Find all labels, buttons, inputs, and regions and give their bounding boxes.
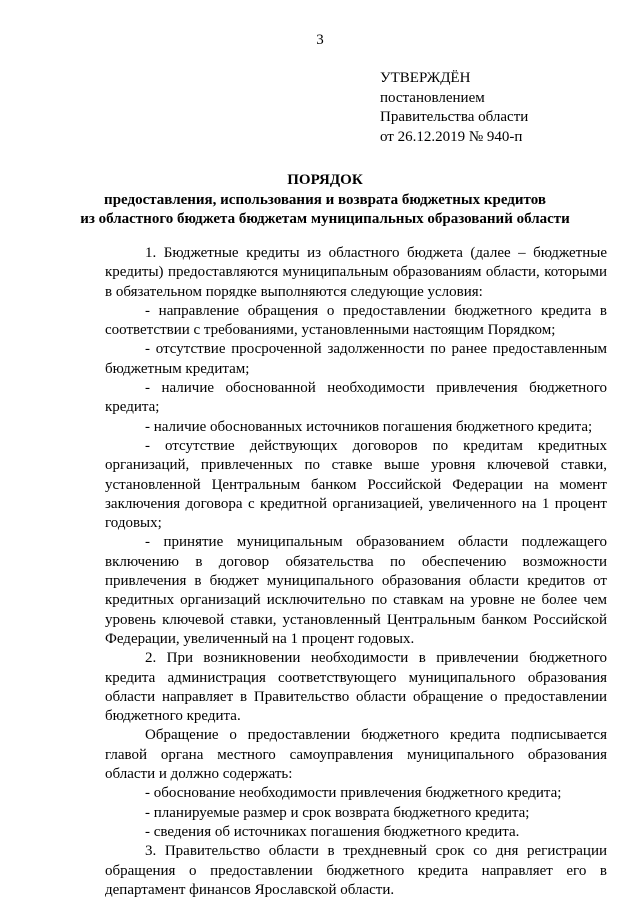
- title-subtitle-line: предоставления, использования и возврата бюджетных кредитов: [104, 191, 546, 208]
- paragraph: Обращение о предоставлении бюджетного кредита подписывается главой органа местного самоуправления муниципального образования области и должно содержать:: [105, 727, 607, 783]
- approval-line: постановлением: [380, 89, 485, 106]
- list-item: - наличие обоснованных источников погашения бюджетного кредита;: [145, 418, 593, 435]
- page-number: 3: [316, 32, 324, 48]
- approval-line: Правительства области: [380, 109, 529, 125]
- list-item: - отсутствие просроченной задолженности по ранее предоставленным бюджетным кредитам;: [105, 341, 607, 377]
- list-item: - обоснование необходимости привлечения бюджетного кредита;: [145, 785, 562, 802]
- paragraph: 1. Бюджетные кредиты из областного бюджета (далее – бюджетные кредиты) предоставляются муниципальным образованиям области, которыми в обязательном порядке выполняются следующие условия:: [105, 245, 607, 300]
- approval-stamp: [380, 69, 528, 147]
- document-body: [105, 244, 607, 900]
- approval-line: от 26.12.2019 № 940-п: [380, 128, 523, 145]
- paragraph: 3. Правительство области в трехдневный срок со дня регистрации обращения о предоставлении бюджетного кредита направляет его в департамент финансов Ярославской области.: [105, 843, 607, 898]
- approval-line: УТВЕРЖДЁН: [380, 70, 471, 86]
- list-item: - сведения об источниках погашения бюджетного кредита.: [145, 823, 520, 840]
- document-title: [40, 171, 610, 230]
- paragraph: 2. При возникновении необходимости в привлечении бюджетного кредита администрация соответствующего муниципального образования области направляет в Правительство области обращение о предоставлении бюджетного кредита.: [105, 650, 607, 725]
- title-heading: ПОРЯДОК: [287, 172, 363, 188]
- list-item: - принятие муниципальным образованием области подлежащего включению в договор обязательства по обеспечению возможности привлечения в бюджет муниципального образования области кредитов от кредитных организаций исключительно по ставкам на уровне не более чем уровень ключевой ставки, установленный Центральным банком Российской Федерации, увеличенный на 1 процент годовых.: [105, 534, 607, 647]
- list-item: - направление обращения о предоставлении бюджетного кредита в соответствии с требованиями, установленными настоящим Порядком;: [105, 302, 607, 339]
- list-item: - наличие обоснованной необходимости привлечения бюджетного кредита;: [105, 380, 607, 416]
- title-subtitle-line: из областного бюджета бюджетам муниципальных образований области: [80, 211, 570, 227]
- list-item: - планируемые размер и срок возврата бюджетного кредита;: [145, 804, 530, 821]
- list-item: - отсутствие действующих договоров по кредитам кредитных организаций, привлеченных по ставке выше уровня ключевой ставки, установленной Центральным банком Российской Федерации на момент заключения договора с кредитной организацией, увеличенного на 1 процент годовых;: [105, 437, 607, 532]
